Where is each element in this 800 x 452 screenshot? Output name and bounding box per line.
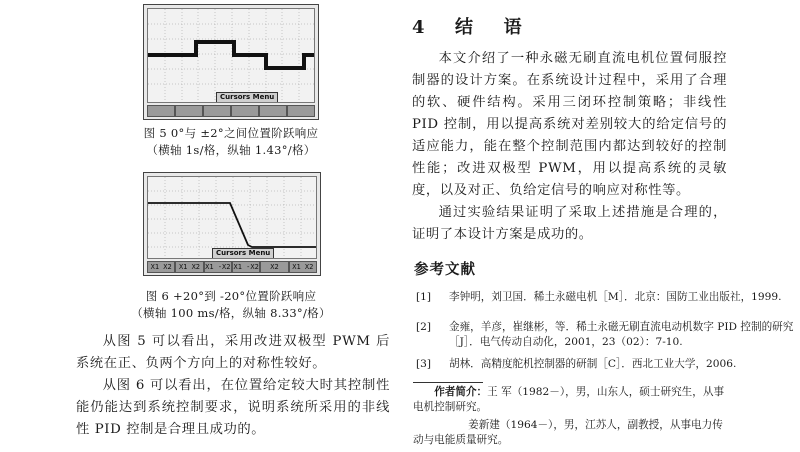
left-paragraph-2-text: 从图 6 可以看出，在位置给定较大时其控制性能仍能达到系统控制要求，说明系统所采用的非线性 PID 控制是合理且成功的。 <box>76 378 390 437</box>
reference-item <box>416 290 800 320</box>
softkey: X1 -X2 <box>205 263 231 271</box>
right-paragraph-1 <box>412 48 727 202</box>
softkey: X1 X2 <box>176 262 202 272</box>
left-paragraph-1 <box>76 331 390 375</box>
reference-item <box>416 357 800 372</box>
right-paragraph-2 <box>412 202 727 246</box>
author-info-divider <box>413 382 483 383</box>
left-paragraph-1-text: 从图 5 可以看出，采用改进双极型 PWM 后系统在正、负两个方向上的对称性较好。 <box>76 334 390 371</box>
references-title: 参考文献 <box>414 261 476 278</box>
figure-5-waveform <box>148 9 315 103</box>
author-info-2-text: 姜新建（1964－），男，江苏人，副教授，从事电力传动与电能质量研究。 <box>413 419 723 446</box>
softkey <box>232 106 258 116</box>
softkey <box>260 106 286 116</box>
figure-6-caption-title: 图 6 +20°到 -20°位置阶跃响应 <box>145 289 317 303</box>
figure-5-caption <box>118 125 344 159</box>
right-paragraph-1-text: 本文介绍了一种永磁无刷直流电机位置伺服控制器的设计方案。在系统设计过程中，采用了合理的软、硬件结构。采用三闭环控制策略；非线性 PID 控制，用以提高系统对差别较大的给定信号的适应能力，能在整个控制范围内都达到较好的控制性能；改进双极型 PWM，用以提高系统的灵敏度，以及对正、负给定信号的响应对称性等。 <box>412 51 727 198</box>
author-info-label: 作者简介： <box>434 386 488 398</box>
figure-5-cursors-menu-label: Cursors Menu <box>216 92 278 103</box>
figure-5-screen <box>147 8 315 103</box>
author-info-2 <box>413 418 731 448</box>
figure-6-screen <box>147 176 317 259</box>
figure-6-softkey-bar <box>147 261 317 273</box>
reference-text: 李钟明，刘卫国．稀土永磁电机［M］．北京：国防工业出版社，1999. <box>449 291 782 303</box>
reference-number: [2] <box>416 321 432 333</box>
figure-6-caption <box>118 288 344 322</box>
softkey <box>204 106 230 116</box>
left-paragraph-2 <box>76 375 390 441</box>
section-title-conclusion: 4 结 语 <box>412 17 528 38</box>
author-info-1-text: 王 军（1982－），男，山东人，硕士研究生，从事电机控制研究。 <box>413 386 725 413</box>
figure-6-caption-axes: （横轴 100 ms/格，纵轴 8.33°/格） <box>131 306 331 320</box>
figure-5-softkey-bar <box>147 105 315 117</box>
softkey <box>148 106 174 116</box>
figure-6-cursors-menu-label: Cursors Menu <box>212 248 274 259</box>
right-paragraph-2-text: 通过实验结果证明了采取上述措施是合理的，证明了本设计方案是成功的。 <box>412 205 727 242</box>
figure-5-oscilloscope <box>143 4 319 120</box>
figure-6-waveform <box>148 177 317 259</box>
softkey <box>288 106 314 116</box>
reference-text: 胡林．高精度舵机控制器的研制［C］．西北工业大学，2006. <box>449 358 737 370</box>
reference-number: [3] <box>416 358 432 370</box>
reference-number: [1] <box>416 291 432 303</box>
softkey <box>176 106 202 116</box>
figure-5-caption-axes: （横轴 1s/格，纵轴 1.43°/格） <box>146 143 316 157</box>
softkey: X2 <box>261 262 287 272</box>
reference-text: 金雍，羊彦，崔继彬，等．稀土永磁无刷直流电动机数字 PID 控制的研究［J］．电气传动自动化，2001，23（02）：7-10. <box>449 321 794 348</box>
figure-5-caption-title: 图 5 0°与 ±2°之间位置阶跃响应 <box>143 126 319 140</box>
figure-6-oscilloscope <box>143 172 321 276</box>
softkey: X1 X2 <box>148 262 174 272</box>
author-info-1 <box>413 385 731 415</box>
softkey: X1 X2 <box>290 262 316 272</box>
softkey: X1 -X2 <box>233 263 259 271</box>
